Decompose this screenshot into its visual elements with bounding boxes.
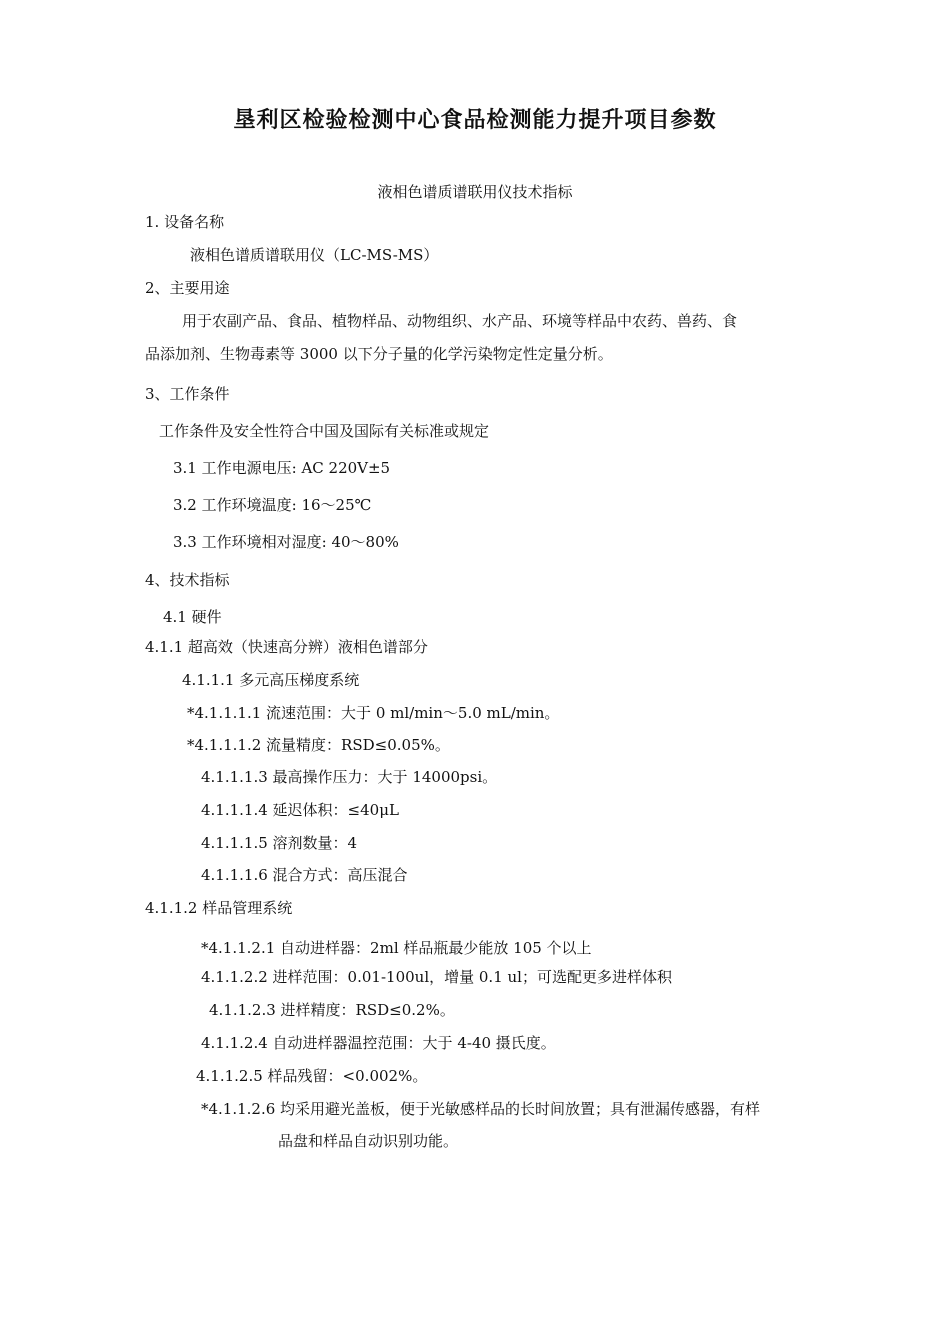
section-1-text: 液相色谱质谱联用仪（LC-MS-MS） [190,246,439,264]
section-3-intro: 工作条件及安全性符合中国及国际有关标准或规定 [159,422,490,440]
subsection-4-1-1-1: 4.1.1.1 多元高压梯度系统 [182,671,360,689]
subsection-4-1: 4.1 硬件 [163,608,222,626]
pump-spec-item: 4.1.1.1.3 最高操作压力：大于 14000psi。 [201,768,498,786]
sample-spec-item: *4.1.1.2.1 自动进样器：2ml 样品瓶最少能放 105 个以上 [201,939,592,957]
subsection-4-1-1-2: 4.1.1.2 样品管理系统 [145,899,293,917]
section-4-heading: 4、技术指标 [145,571,230,589]
document-title: 垦利区检验检测中心食品检测能力提升项目参数 [233,108,717,133]
sample-spec-item-continuation: 品盘和样品自动识别功能。 [278,1132,459,1150]
section-2-text-line-1: 用于农副产品、食品、植物样品、动物组织、水产品、环境等样品中农药、兽药、食 [182,312,738,330]
condition-item: 3.3 工作环境相对湿度: 40～80% [173,533,399,551]
section-3-heading: 3、工作条件 [145,385,230,403]
document-subtitle: 液相色谱质谱联用仪技术指标 [377,183,573,201]
pump-spec-item: *4.1.1.1.1 流速范围：大于 0 ml/min～5.0 mL/min。 [187,704,560,722]
pump-spec-item: 4.1.1.1.6 混合方式：高压混合 [201,866,408,884]
condition-item: 3.1 工作电源电压: AC 220V±5 [173,459,391,477]
section-2-text-line-2: 品添加剂、生物毒素等 3000 以下分子量的化学污染物定性定量分析。 [145,345,613,363]
condition-item: 3.2 工作环境温度: 16～25℃ [173,496,372,514]
section-1-heading: 1. 设备名称 [145,213,225,231]
pump-spec-item: 4.1.1.1.5 溶剂数量：4 [201,834,358,852]
sample-spec-item: 4.1.1.2.5 样品残留：<0.002%。 [196,1067,428,1085]
sample-spec-item: 4.1.1.2.3 进样精度：RSD≤0.2%。 [209,1001,455,1019]
sample-spec-item: *4.1.1.2.6 均采用避光盖板，便于光敏感样品的长时间放置；具有泄漏传感器，有样 [201,1100,761,1118]
sample-spec-item: 4.1.1.2.2 进样范围：0.01-100ul，增量 0.1 ul；可选配更多进样体积 [201,968,672,986]
subsection-4-1-1: 4.1.1 超高效（快速高分辨）液相色谱部分 [145,638,428,656]
section-2-heading: 2、主要用途 [145,279,230,297]
pump-spec-item: *4.1.1.1.2 流量精度：RSD≤0.05%。 [187,736,450,754]
pump-spec-item: 4.1.1.1.4 延迟体积：≤40μL [201,801,399,819]
sample-spec-item: 4.1.1.2.4 自动进样器温控范围：大于 4-40 摄氏度。 [201,1034,556,1052]
